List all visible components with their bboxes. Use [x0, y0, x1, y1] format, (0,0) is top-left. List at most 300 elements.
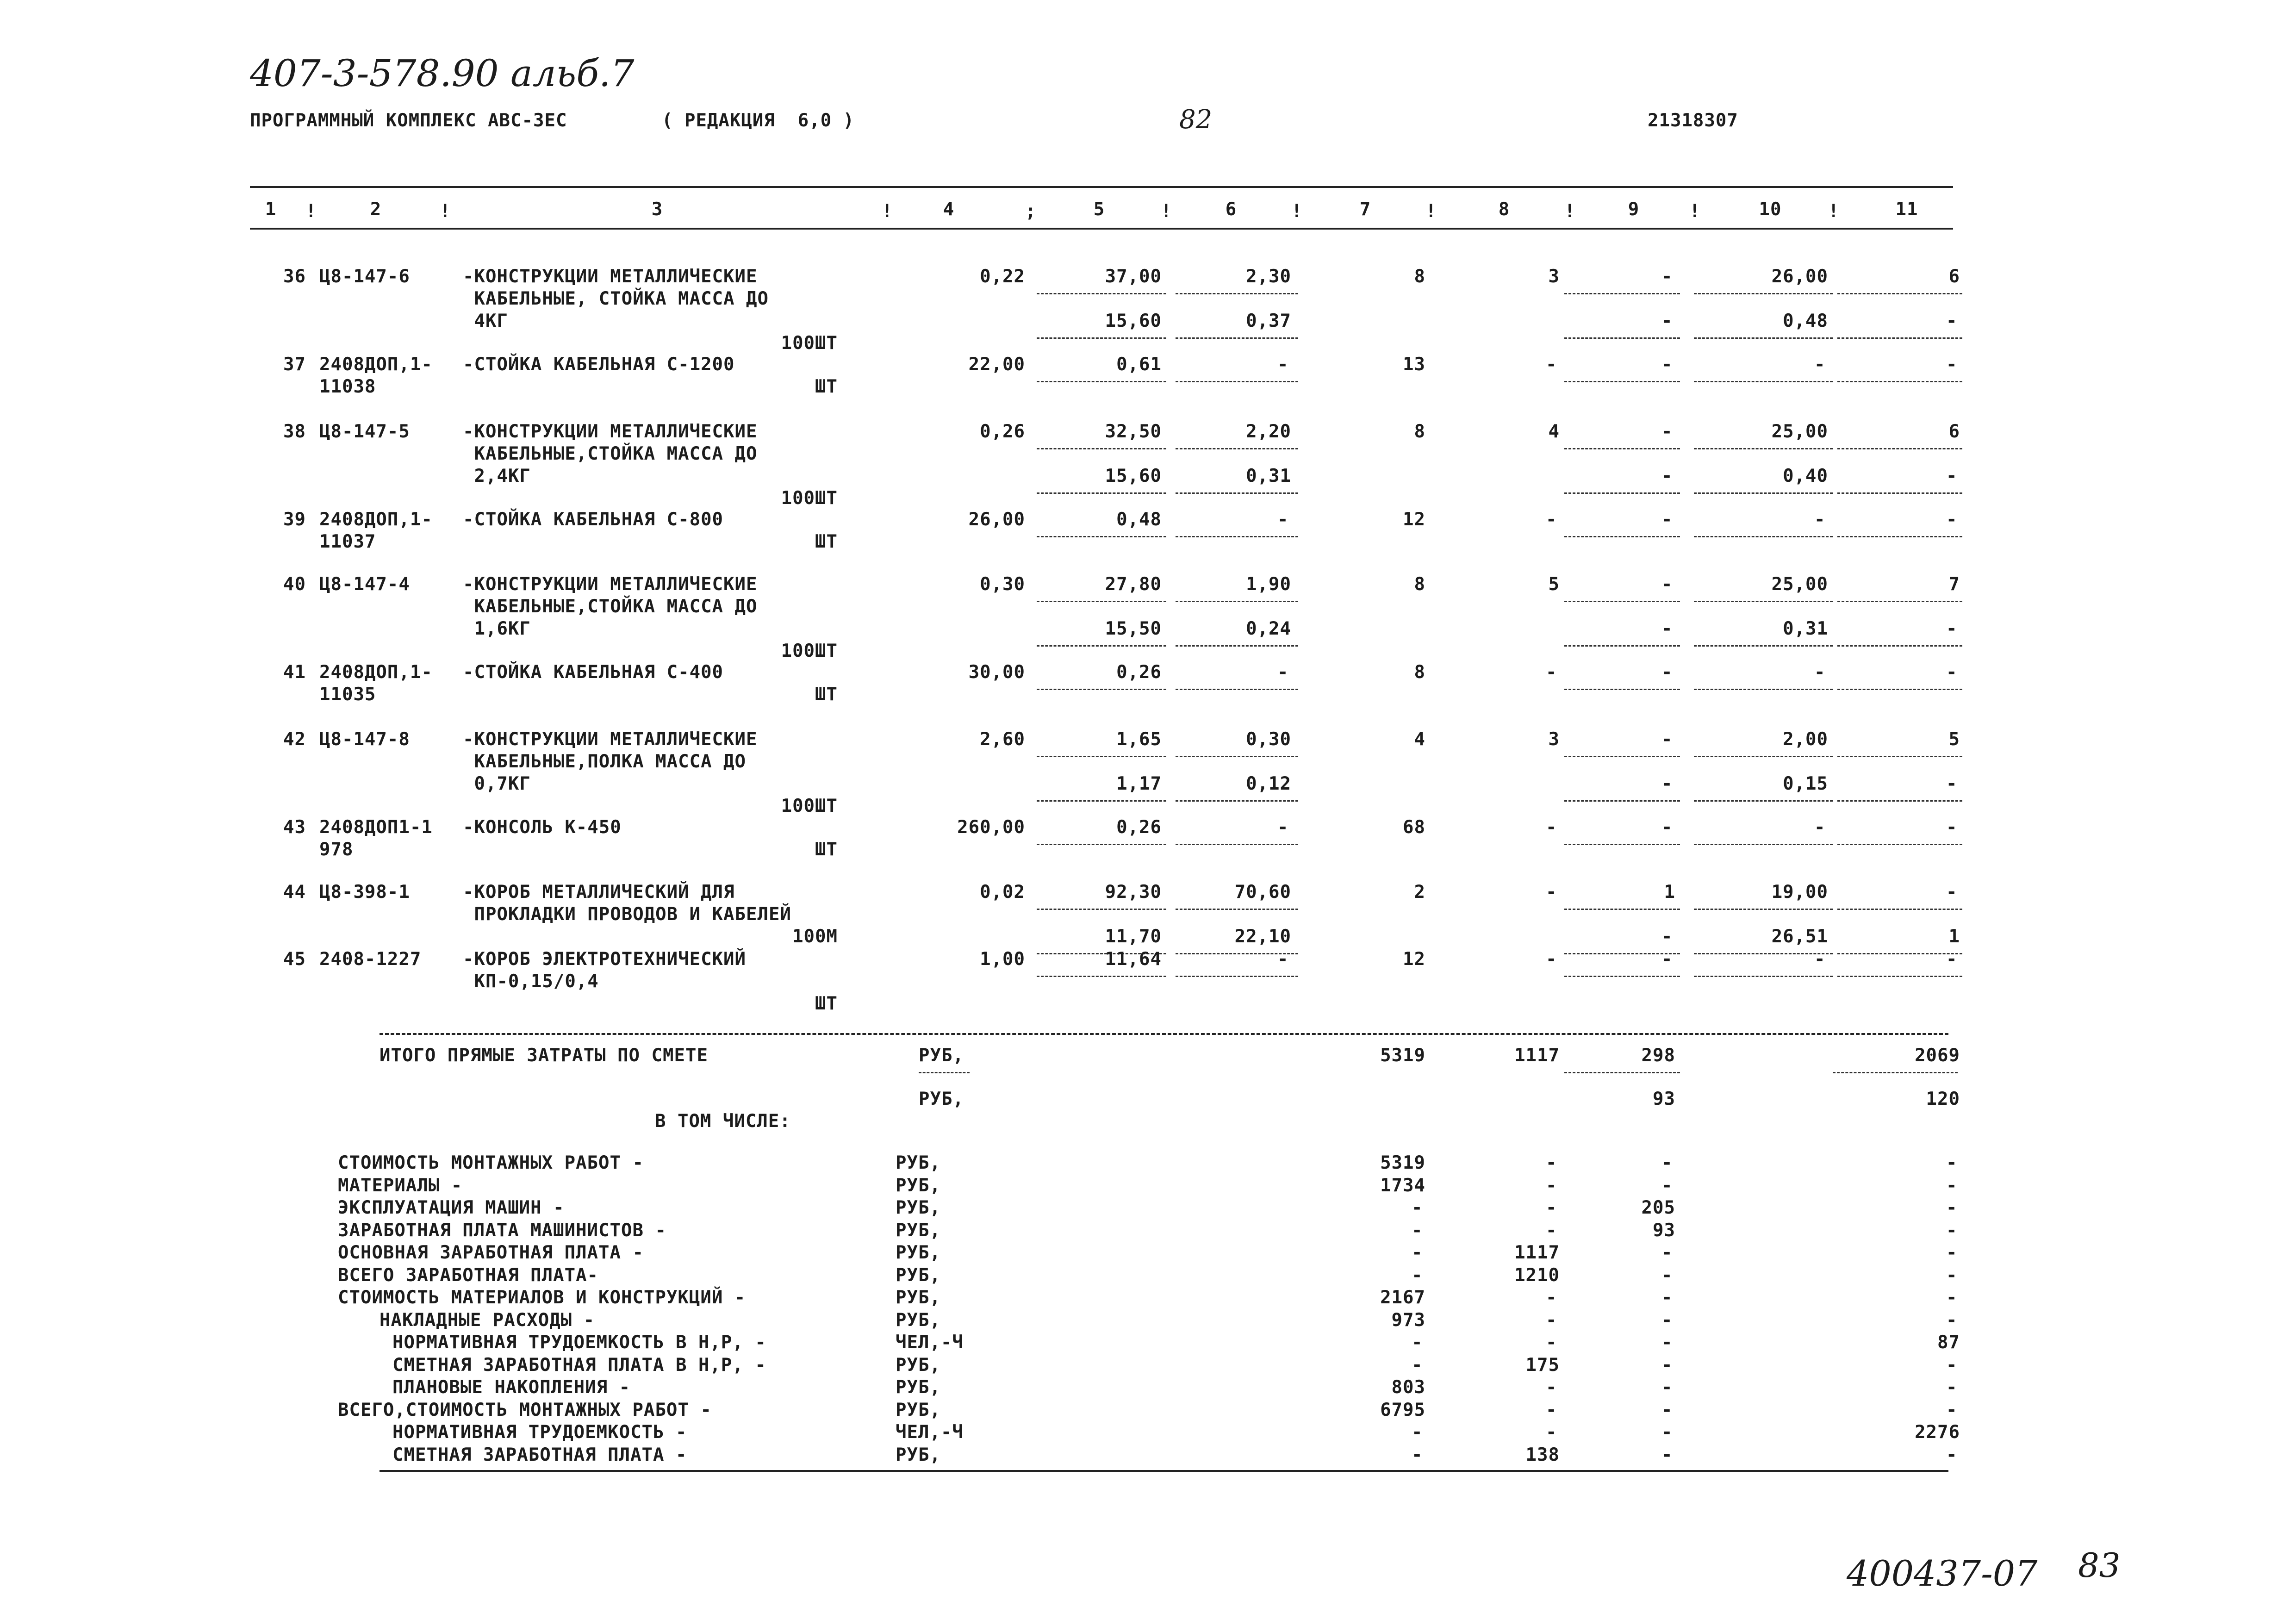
value-c6-salary: 22,10: [1234, 926, 1291, 947]
value-c5-salary: 15,50: [1105, 618, 1162, 639]
value-c6: -: [1277, 949, 1289, 970]
value-c6: -: [1277, 662, 1289, 683]
value-c11: 6: [1948, 266, 1960, 287]
value-c11: 6: [1948, 421, 1960, 442]
summary-c9: -: [1661, 1377, 1673, 1398]
totals-c9: 298: [1641, 1045, 1675, 1066]
column-header-2: 2: [370, 199, 382, 220]
item-description: -СТОЙКА КАБЕЛЬНАЯ С-800: [463, 509, 724, 530]
item-description: КАБЕЛЬНЫЕ,ПОЛКА МАССА ДО: [463, 751, 746, 772]
summary-c11: -: [1946, 1310, 1958, 1331]
summary-c9: -: [1661, 1400, 1673, 1420]
column-header-7: 7: [1359, 199, 1371, 220]
cell-rule: [1176, 337, 1298, 339]
value-c11-salary: -: [1946, 311, 1958, 331]
value-c10: 26,00: [1771, 266, 1828, 287]
value-c6: 2,30: [1246, 266, 1291, 287]
value-c9: -: [1661, 729, 1673, 750]
value-c9: 1: [1664, 882, 1675, 903]
summary-label: ВСЕГО,СТОИМОСТЬ МОНТАЖНЫХ РАБОТ -: [338, 1400, 712, 1420]
column-separator: !: [1828, 201, 1840, 222]
column-header-6: 6: [1225, 199, 1237, 220]
value-c5-salary: 15,60: [1105, 311, 1162, 331]
totals-c7: 5319: [1380, 1045, 1425, 1066]
summary-c8: 138: [1525, 1445, 1560, 1465]
summary-unit: РУБ,: [896, 1310, 941, 1331]
value-c8: -: [1546, 662, 1557, 683]
item-code: Ц8-398-1: [319, 882, 410, 903]
column-header-8: 8: [1498, 199, 1510, 220]
item-description: 0,7КГ: [463, 773, 531, 794]
summary-c8: -: [1546, 1287, 1557, 1308]
cell-rule: [1837, 800, 1962, 802]
value-c10: -: [1814, 354, 1826, 375]
summary-c8: -: [1546, 1332, 1557, 1353]
item-code: 2408ДОП1-1: [319, 817, 433, 838]
cell-rule: [1037, 800, 1166, 802]
row-number: 38: [283, 421, 306, 442]
column-separator: !: [1564, 201, 1576, 222]
table-end-rule: [380, 1033, 1948, 1035]
item-code: Ц8-147-5: [319, 421, 410, 442]
item-description: -КОНСТРУКЦИИ МЕТАЛЛИЧЕСКИЕ: [463, 266, 758, 287]
footer-rule: [380, 1470, 1948, 1472]
value-c9: -: [1661, 574, 1673, 595]
summary-label: ЗАРАБОТНАЯ ПЛАТА МАШИНИСТОВ -: [338, 1220, 666, 1241]
summary-label: СМЕТНАЯ ЗАРАБОТНАЯ ПЛАТА В Н,Р, -: [392, 1355, 766, 1376]
cell-rule: [1176, 756, 1298, 757]
item-description: КАБЕЛЬНЫЕ, СТОЙКА МАССА ДО: [463, 288, 769, 309]
summary-c7: -: [1412, 1242, 1423, 1263]
item-description: 4КГ: [463, 311, 508, 331]
value-c10: -: [1814, 509, 1826, 530]
value-c11: -: [1946, 509, 1958, 530]
cell-rule: [1176, 601, 1298, 602]
header-rule-bottom: [250, 228, 1953, 230]
summary-unit: ЧЕЛ,-Ч: [896, 1332, 964, 1353]
value-c8: -: [1546, 354, 1557, 375]
cell-rule: [1176, 492, 1298, 494]
quantity: 0,02: [980, 882, 1025, 903]
value-c7: 2: [1414, 882, 1425, 903]
value-c6: -: [1277, 817, 1289, 838]
cell-rule: [1037, 645, 1166, 647]
cell-rule: [1837, 492, 1962, 494]
value-c10: 25,00: [1771, 421, 1828, 442]
cell-rule: [1837, 689, 1962, 690]
summary-c7: -: [1412, 1265, 1423, 1286]
cell-rule: [1176, 844, 1298, 845]
cell-rule: [1837, 601, 1962, 602]
summary-c9: -: [1661, 1152, 1673, 1173]
value-c9: -: [1661, 509, 1673, 530]
summary-unit: РУБ,: [896, 1175, 941, 1196]
item-code: 2408ДОП,1-: [319, 509, 433, 530]
item-code: 11038: [319, 376, 376, 397]
summary-c8: -: [1546, 1220, 1557, 1241]
value-c7: 12: [1403, 509, 1425, 530]
cell-rule: [1837, 448, 1962, 449]
value-c7: 8: [1414, 662, 1425, 683]
row-number: 43: [283, 817, 306, 838]
summary-label: НОРМАТИВНАЯ ТРУДОЕМКОСТЬ В Н,Р, -: [392, 1332, 766, 1353]
item-description: ПРОКЛАДКИ ПРОВОДОВ И КАБЕЛЕЙ: [463, 904, 791, 925]
cell-rule: [1694, 448, 1833, 449]
item-code: 2408ДОП,1-: [319, 354, 433, 375]
value-c5-salary: 15,60: [1105, 466, 1162, 486]
handwritten-bottom-reference: 400437-07: [1847, 1553, 2038, 1594]
summary-label: СМЕТНАЯ ЗАРАБОТНАЯ ПЛАТА -: [392, 1445, 687, 1465]
cell-rule: [1564, 448, 1680, 449]
value-c8: 3: [1548, 266, 1560, 287]
value-c5: 0,26: [1116, 662, 1162, 683]
cell-rule: [1564, 381, 1680, 382]
row-number: 41: [283, 662, 306, 683]
totals-c8: 1117: [1514, 1045, 1560, 1066]
column-header-3: 3: [651, 199, 663, 220]
item-description: -КОНСТРУКЦИИ МЕТАЛЛИЧЕСКИЕ: [463, 421, 758, 442]
column-separator: !: [1291, 201, 1303, 222]
summary-c8: 175: [1525, 1355, 1560, 1376]
cell-rule: [1037, 381, 1166, 382]
row-number: 36: [283, 266, 306, 287]
cell-rule: [1037, 492, 1166, 494]
summary-c11: -: [1946, 1287, 1958, 1308]
totals-rule: [919, 1072, 970, 1073]
header-rule-top: [250, 186, 1953, 188]
summary-unit: РУБ,: [896, 1265, 941, 1286]
summary-unit: РУБ,: [896, 1287, 941, 1308]
value-c5: 11,64: [1105, 949, 1162, 970]
cell-rule: [1694, 645, 1833, 647]
cell-rule: [1564, 536, 1680, 537]
value-c5: 0,48: [1116, 509, 1162, 530]
value-c10: -: [1814, 662, 1826, 683]
cell-rule: [1837, 381, 1962, 382]
cell-rule: [1694, 492, 1833, 494]
value-c6-salary: 0,12: [1246, 773, 1291, 794]
cell-rule: [1564, 601, 1680, 602]
summary-label: ОСНОВНАЯ ЗАРАБОТНАЯ ПЛАТА -: [338, 1242, 644, 1263]
cell-rule: [1037, 756, 1166, 757]
quantity: 0,26: [980, 421, 1025, 442]
cell-rule: [1037, 448, 1166, 449]
cell-rule: [1837, 953, 1962, 954]
row-number: 42: [283, 729, 306, 750]
value-c10: 25,00: [1771, 574, 1828, 595]
summary-c11: -: [1946, 1265, 1958, 1286]
totals-unit: РУБ,: [919, 1045, 964, 1066]
column-header-1: 1: [265, 199, 277, 220]
summary-c7: -: [1412, 1422, 1423, 1443]
cell-rule: [1176, 689, 1298, 690]
value-c7: 13: [1403, 354, 1425, 375]
cell-rule: [1694, 601, 1833, 602]
value-c5: 32,50: [1105, 421, 1162, 442]
summary-c7: 5319: [1380, 1152, 1425, 1173]
value-c8: -: [1546, 509, 1557, 530]
row-number: 39: [283, 509, 306, 530]
value-c5-salary: 11,70: [1105, 926, 1162, 947]
value-c10-salary: 0,48: [1783, 311, 1828, 331]
value-c7: 12: [1403, 949, 1425, 970]
handwritten-reference: 407-3-578.90 альб.7: [250, 52, 635, 95]
cell-rule: [1837, 645, 1962, 647]
cell-rule: [1037, 536, 1166, 537]
value-c6: 70,60: [1234, 882, 1291, 903]
summary-c7: -: [1412, 1220, 1423, 1241]
cell-rule: [1837, 293, 1962, 294]
quantity: 0,30: [980, 574, 1025, 595]
item-description: КАБЕЛЬНЫЕ,СТОЙКА МАССА ДО: [463, 596, 758, 617]
cell-rule: [1694, 337, 1833, 339]
cell-rule: [1564, 756, 1680, 757]
item-description: КАБЕЛЬНЫЕ,СТОЙКА МАССА ДО: [463, 443, 758, 464]
summary-c11: -: [1946, 1175, 1958, 1196]
cell-rule: [1564, 293, 1680, 294]
value-c11: -: [1946, 817, 1958, 838]
value-c6: -: [1277, 509, 1289, 530]
summary-unit: РУБ,: [896, 1377, 941, 1398]
value-c7: 8: [1414, 266, 1425, 287]
quantity: 0,22: [980, 266, 1025, 287]
value-c10: -: [1814, 817, 1826, 838]
item-code: Ц8-147-4: [319, 574, 410, 595]
cell-rule: [1694, 381, 1833, 382]
totals-c11: 2069: [1915, 1045, 1960, 1066]
column-separator: ;: [1025, 201, 1037, 222]
value-c6: 1,90: [1246, 574, 1291, 595]
summary-c11: -: [1946, 1445, 1958, 1465]
value-c11: -: [1946, 354, 1958, 375]
summary-c8: -: [1546, 1310, 1557, 1331]
cell-rule: [1694, 909, 1833, 910]
value-c8: 4: [1548, 421, 1560, 442]
program-title: ПРОГРАММНЫЙ КОМПЛЕКС АВС-3ЕС: [250, 110, 567, 131]
column-header-4: 4: [943, 199, 955, 220]
cell-rule: [1176, 536, 1298, 537]
summary-c9: -: [1661, 1355, 1673, 1376]
item-code: 2408ДОП,1-: [319, 662, 433, 683]
item-description: -КОНСТРУКЦИИ МЕТАЛЛИЧЕСКИЕ: [463, 574, 758, 595]
value-c8: 3: [1548, 729, 1560, 750]
summary-c8: 1210: [1514, 1265, 1560, 1286]
column-header-11: 11: [1895, 199, 1918, 220]
item-unit: ШТ: [815, 993, 838, 1014]
column-separator: !: [305, 201, 317, 222]
cell-rule: [1176, 976, 1298, 977]
summary-unit: РУБ,: [896, 1242, 941, 1263]
cell-rule: [1037, 337, 1166, 339]
cell-rule: [1837, 536, 1962, 537]
summary-c7: 1734: [1380, 1175, 1425, 1196]
item-description: 1,6КГ: [463, 618, 531, 639]
value-c5: 37,00: [1105, 266, 1162, 287]
cell-rule: [1176, 293, 1298, 294]
summary-c8: -: [1546, 1377, 1557, 1398]
document-code: 21318307: [1648, 110, 1738, 131]
summary-c8: -: [1546, 1400, 1557, 1420]
including-heading: В ТОМ ЧИСЛЕ:: [655, 1111, 791, 1132]
item-description: 2,4КГ: [463, 466, 531, 486]
summary-unit: РУБ,: [896, 1220, 941, 1241]
value-c8: 5: [1548, 574, 1560, 595]
value-c5: 92,30: [1105, 882, 1162, 903]
summary-label: СТОИМОСТЬ МОНТАЖНЫХ РАБОТ -: [338, 1152, 644, 1173]
summary-c8: -: [1546, 1422, 1557, 1443]
quantity: 1,00: [980, 949, 1025, 970]
cell-rule: [1037, 689, 1166, 690]
quantity: 30,00: [968, 662, 1025, 683]
summary-c11: -: [1946, 1242, 1958, 1263]
summary-c11: -: [1946, 1355, 1958, 1376]
summary-unit: РУБ,: [896, 1445, 941, 1465]
item-unit: 100ШТ: [781, 641, 838, 661]
totals-rule: [1833, 1072, 1958, 1073]
value-c5: 1,65: [1116, 729, 1162, 750]
value-c7: 8: [1414, 574, 1425, 595]
cell-rule: [1694, 953, 1833, 954]
cell-rule: [1694, 844, 1833, 845]
item-code: 11037: [319, 531, 376, 552]
value-c7: 68: [1403, 817, 1425, 838]
value-c6: 0,30: [1246, 729, 1291, 750]
summary-unit: ЧЕЛ,-Ч: [896, 1422, 964, 1443]
summary-c9: -: [1661, 1265, 1673, 1286]
summary-c8: -: [1546, 1152, 1557, 1173]
cell-rule: [1564, 645, 1680, 647]
value-c11: -: [1946, 949, 1958, 970]
cell-rule: [1564, 492, 1680, 494]
value-c11: 7: [1948, 574, 1960, 595]
value-c8: -: [1546, 817, 1557, 838]
summary-label: ВСЕГО ЗАРАБОТНАЯ ПЛАТА-: [338, 1265, 599, 1286]
column-header-5: 5: [1093, 199, 1105, 220]
item-code: 2408-1227: [319, 949, 422, 970]
cell-rule: [1837, 844, 1962, 845]
quantity: 22,00: [968, 354, 1025, 375]
summary-label: СТОИМОСТЬ МАТЕРИАЛОВ И КОНСТРУКЦИЙ -: [338, 1287, 746, 1308]
cell-rule: [1837, 909, 1962, 910]
value-c5-salary: 1,17: [1116, 773, 1162, 794]
value-c11-salary: -: [1946, 466, 1958, 486]
value-c9-salary: -: [1661, 466, 1673, 486]
summary-c9: 205: [1641, 1197, 1675, 1218]
value-c9-salary: -: [1661, 926, 1673, 947]
row-number: 37: [283, 354, 306, 375]
cell-rule: [1037, 844, 1166, 845]
item-description: -КОНСОЛЬ К-450: [463, 817, 622, 838]
summary-c7: 6795: [1380, 1400, 1425, 1420]
row-number: 44: [283, 882, 306, 903]
cell-rule: [1837, 976, 1962, 977]
value-c9: -: [1661, 662, 1673, 683]
value-c8: -: [1546, 949, 1557, 970]
summary-c7: 2167: [1380, 1287, 1425, 1308]
cell-rule: [1176, 800, 1298, 802]
value-c5: 0,61: [1116, 354, 1162, 375]
handwritten-page-number: 82: [1179, 105, 1213, 135]
value-c5: 0,26: [1116, 817, 1162, 838]
summary-unit: РУБ,: [896, 1355, 941, 1376]
item-unit: 100ШТ: [781, 333, 838, 354]
quantity: 26,00: [968, 509, 1025, 530]
item-unit: ШТ: [815, 684, 838, 705]
summary-unit: РУБ,: [896, 1197, 941, 1218]
value-c6: -: [1277, 354, 1289, 375]
value-c11: -: [1946, 662, 1958, 683]
summary-c8: -: [1546, 1197, 1557, 1218]
summary-label: ЭКСПЛУАТАЦИЯ МАШИН -: [338, 1197, 565, 1218]
value-c9: -: [1661, 421, 1673, 442]
summary-label: ПЛАНОВЫЕ НАКОПЛЕНИЯ -: [392, 1377, 631, 1398]
cell-rule: [1694, 689, 1833, 690]
cell-rule: [1694, 800, 1833, 802]
item-code: 11035: [319, 684, 376, 705]
column-header-9: 9: [1628, 199, 1640, 220]
row-number: 45: [283, 949, 306, 970]
value-c9-salary: -: [1661, 773, 1673, 794]
summary-c7: -: [1412, 1332, 1423, 1353]
item-unit: 100ШТ: [781, 488, 838, 509]
summary-c9: -: [1661, 1175, 1673, 1196]
summary-c11: 2276: [1915, 1422, 1960, 1443]
value-c10: 19,00: [1771, 882, 1828, 903]
cell-rule: [1176, 645, 1298, 647]
cell-rule: [1694, 536, 1833, 537]
summary-c7: -: [1412, 1355, 1423, 1376]
item-description: -СТОЙКА КАБЕЛЬНАЯ С-400: [463, 662, 724, 683]
cell-rule: [1694, 293, 1833, 294]
item-unit: 100М: [792, 926, 838, 947]
item-description: -КОРОБ МЕТАЛЛИЧЕСКИЙ ДЛЯ: [463, 882, 735, 903]
value-c11-salary: -: [1946, 618, 1958, 639]
summary-c9: -: [1661, 1310, 1673, 1331]
item-code: Ц8-147-8: [319, 729, 410, 750]
item-unit: 100ШТ: [781, 796, 838, 816]
summary-c11: -: [1946, 1220, 1958, 1241]
cell-rule: [1176, 448, 1298, 449]
value-c7: 8: [1414, 421, 1425, 442]
cell-rule: [1037, 976, 1166, 977]
column-header-10: 10: [1759, 199, 1782, 220]
summary-unit: РУБ,: [896, 1152, 941, 1173]
cell-rule: [1037, 601, 1166, 602]
totals-label: ИТОГО ПРЯМЫЕ ЗАТРАТЫ ПО СМЕТЕ: [380, 1045, 708, 1066]
cell-rule: [1694, 756, 1833, 757]
cell-rule: [1564, 909, 1680, 910]
summary-c11: 87: [1937, 1332, 1960, 1353]
totals-unit-2: РУБ,: [919, 1089, 964, 1109]
cell-rule: [1694, 976, 1833, 977]
value-c11: 5: [1948, 729, 1960, 750]
value-c7: 4: [1414, 729, 1425, 750]
item-description: КП-0,15/0,4: [463, 971, 599, 992]
cell-rule: [1564, 844, 1680, 845]
column-separator: !: [882, 201, 893, 222]
value-c10: -: [1814, 949, 1826, 970]
value-c9: -: [1661, 949, 1673, 970]
item-unit: ШТ: [815, 531, 838, 552]
item-unit: ШТ: [815, 376, 838, 397]
cell-rule: [1037, 293, 1166, 294]
summary-c9: -: [1661, 1287, 1673, 1308]
cell-rule: [1564, 689, 1680, 690]
value-c8: -: [1546, 882, 1557, 903]
value-c9: -: [1661, 817, 1673, 838]
cell-rule: [1837, 756, 1962, 757]
value-c9-salary: -: [1661, 618, 1673, 639]
